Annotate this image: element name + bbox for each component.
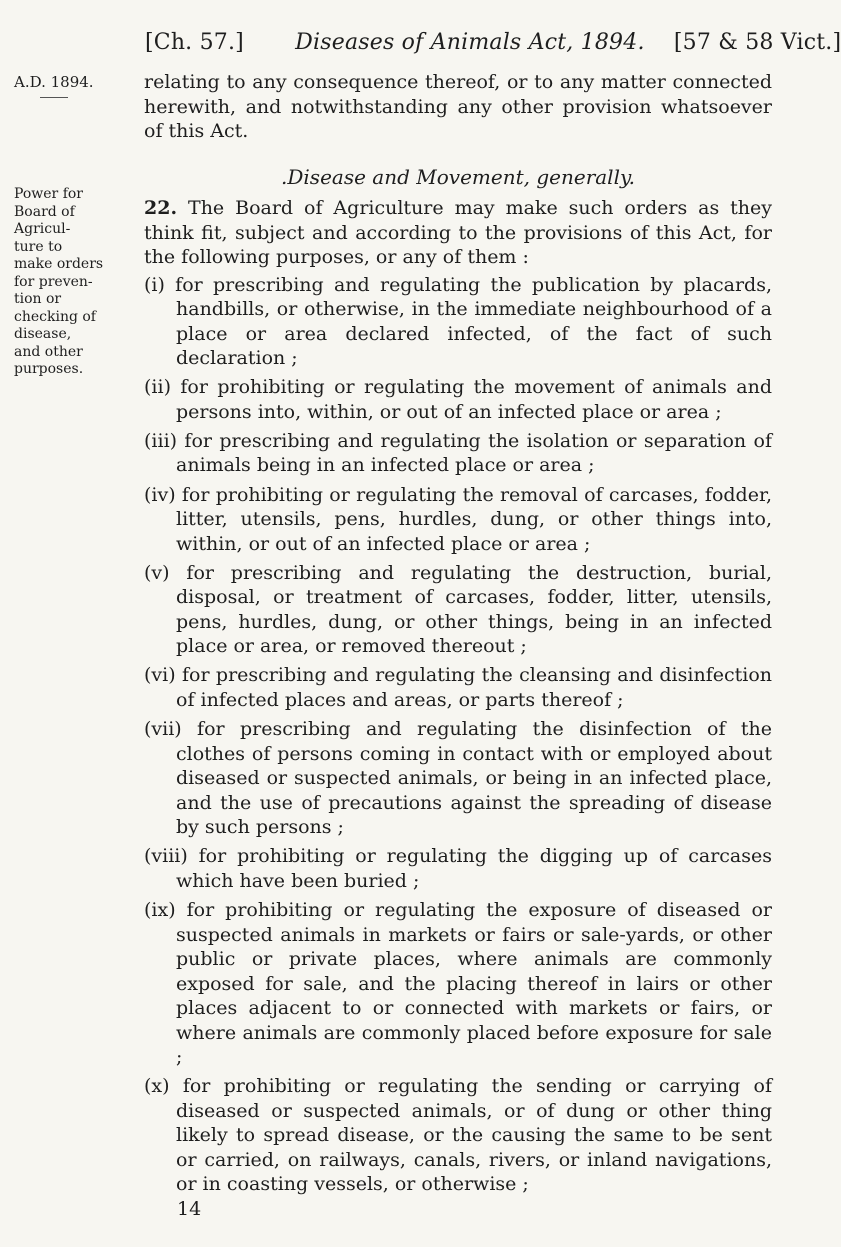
margin-note-line: make orders: [14, 256, 104, 272]
clause-item: (x) for prohibiting or regulating the sending or carrying of diseased or suspected animals, or of dung or other thing likely to spread disease, or the causing the same to be sent or carried, on railways, canals, rivers, or inland navigations, or in coasting vessels, or otherwise ;: [144, 1075, 772, 1196]
clause-list: [144, 273, 772, 1197]
clause-item: (ix) for prohibiting or regulating the exposure of diseased or suspected animals in markets or fairs or sale-yards, or other public or private places, where animals are commonly exposed for sale, and the placing thereof in lairs or other places adjacent to or connected with markets or fairs, or where animals are commonly placed before exposure for sale ;: [144, 899, 772, 1068]
section-lead: [144, 196, 772, 270]
clause-item: (v) for prescribing and regulating the destruction, burial, disposal, or treatment of carcases, fodder, litter, utensils, pens, hurdles, dung, or other things, being in an infected place or area, or removed thereout ;: [144, 561, 772, 658]
regnal-year: [57 & 58 Vict.]: [673, 30, 841, 55]
margin-note-line: and other: [14, 343, 83, 360]
margin-note-line: disease,: [14, 326, 72, 342]
margin-note-line: ture to: [14, 238, 63, 255]
margin-note-line: checking of: [14, 308, 96, 325]
chapter-reference: [Ch. 57.]: [145, 30, 244, 55]
margin-note-line: Board of: [14, 203, 75, 220]
margin-note-line: tion or: [14, 291, 62, 307]
margin-note: [14, 186, 136, 379]
running-header: [145, 30, 841, 55]
margin-note-line: for preven-: [14, 273, 93, 290]
margin-divider: [40, 97, 68, 98]
clause-item: (vi) for prescribing and regulating the cleansing and disinfection of infected places and areas, or parts thereof ;: [144, 664, 772, 711]
page-number: 14: [177, 1198, 202, 1220]
intro-paragraph: relating to any consequence thereof, or to any matter connected herewith, and notwithstanding any other provision whatsoever of this Act.: [144, 71, 772, 142]
margin-note-line: Agricul-: [14, 221, 71, 237]
section-lead-text: The Board of Agriculture may make such orders as they think fit, subject and according to the provisions of this Act, for the following purposes, or any of them :: [144, 197, 773, 268]
clause-item: (iv) for prohibiting or regulating the removal of carcases, fodder, litter, utensils, pens, hurdles, dung, or other things into, within, or out of an infected place or area ;: [144, 483, 772, 555]
margin-note-line: Power for: [14, 186, 83, 202]
clause-item: (viii) for prohibiting or regulating the digging up of carcases which have been buried ;: [144, 845, 772, 892]
clause-item: (ii) for prohibiting or regulating the movement of animals and persons into, within, or out of an infected place or area ;: [144, 376, 772, 423]
clause-item: (vii) for prescribing and regulating the disinfection of the clothes of persons coming in contact with or employed about diseased or suspected animals, or being in an infected place, and the use of precautions against the spreading of disease by such persons ;: [144, 718, 772, 839]
act-title: Diseases of Animals Act, 1894.: [295, 30, 645, 55]
clause-item: (i) for prescribing and regulating the publication by placards, handbills, or otherwise, in the immediate neighbourhood of a place or area declared infected, of the fact of such declaration ;: [144, 273, 772, 369]
section-22: [144, 196, 772, 1201]
section-subheading: .Disease and Movement, generally.: [281, 165, 635, 189]
clause-item: (iii) for prescribing and regulating the isolation or separation of animals being in an infected place or area ;: [144, 429, 772, 477]
margin-note-line: purposes.: [14, 361, 84, 377]
section-number: 22.: [144, 197, 178, 219]
margin-year: A.D. 1894.: [14, 73, 94, 91]
